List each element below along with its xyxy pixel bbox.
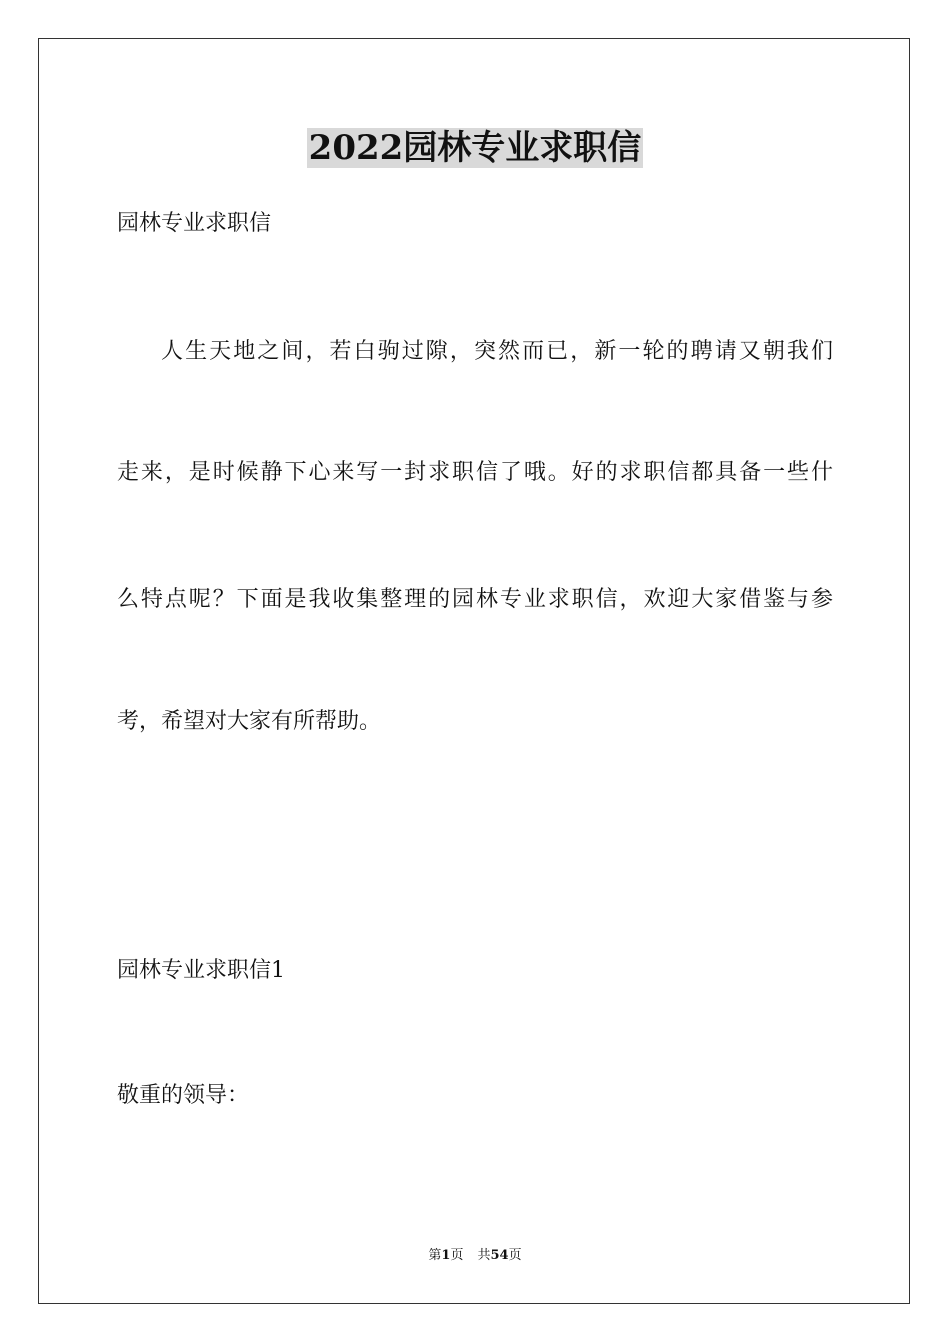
intro-line-2: 走来，是时候静下心来写一封求职信了哦。好的求职信都具备一些什 bbox=[117, 460, 833, 485]
intro-line-3: 么特点呢？下面是我收集整理的园林专业求职信，欢迎大家借鉴与参 bbox=[117, 587, 833, 612]
intro-line-1: 人生天地之间，若白驹过隙，突然而已，新一轮的聘请又朝我们 bbox=[161, 339, 833, 364]
footer-total-prefix: 共 bbox=[477, 1248, 491, 1263]
intro-line-4: 考，希望对大家有所帮助。 bbox=[117, 709, 382, 734]
footer-current-page: 1 bbox=[441, 1248, 451, 1263]
page-footer bbox=[0, 1247, 950, 1265]
footer-prefix: 第 bbox=[428, 1248, 442, 1263]
document-title bbox=[0, 124, 950, 172]
salutation: 敬重的领导： bbox=[117, 1083, 250, 1108]
document-title-text: 2022园林专业求职信 bbox=[308, 128, 642, 168]
section-heading: 园林专业求职信1 bbox=[117, 958, 285, 983]
document-subtitle: 园林专业求职信 bbox=[117, 211, 272, 236]
footer-total-pages: 54 bbox=[490, 1248, 509, 1263]
footer-total-suffix: 页 bbox=[508, 1248, 522, 1263]
footer-page-suffix: 页 bbox=[450, 1248, 464, 1263]
